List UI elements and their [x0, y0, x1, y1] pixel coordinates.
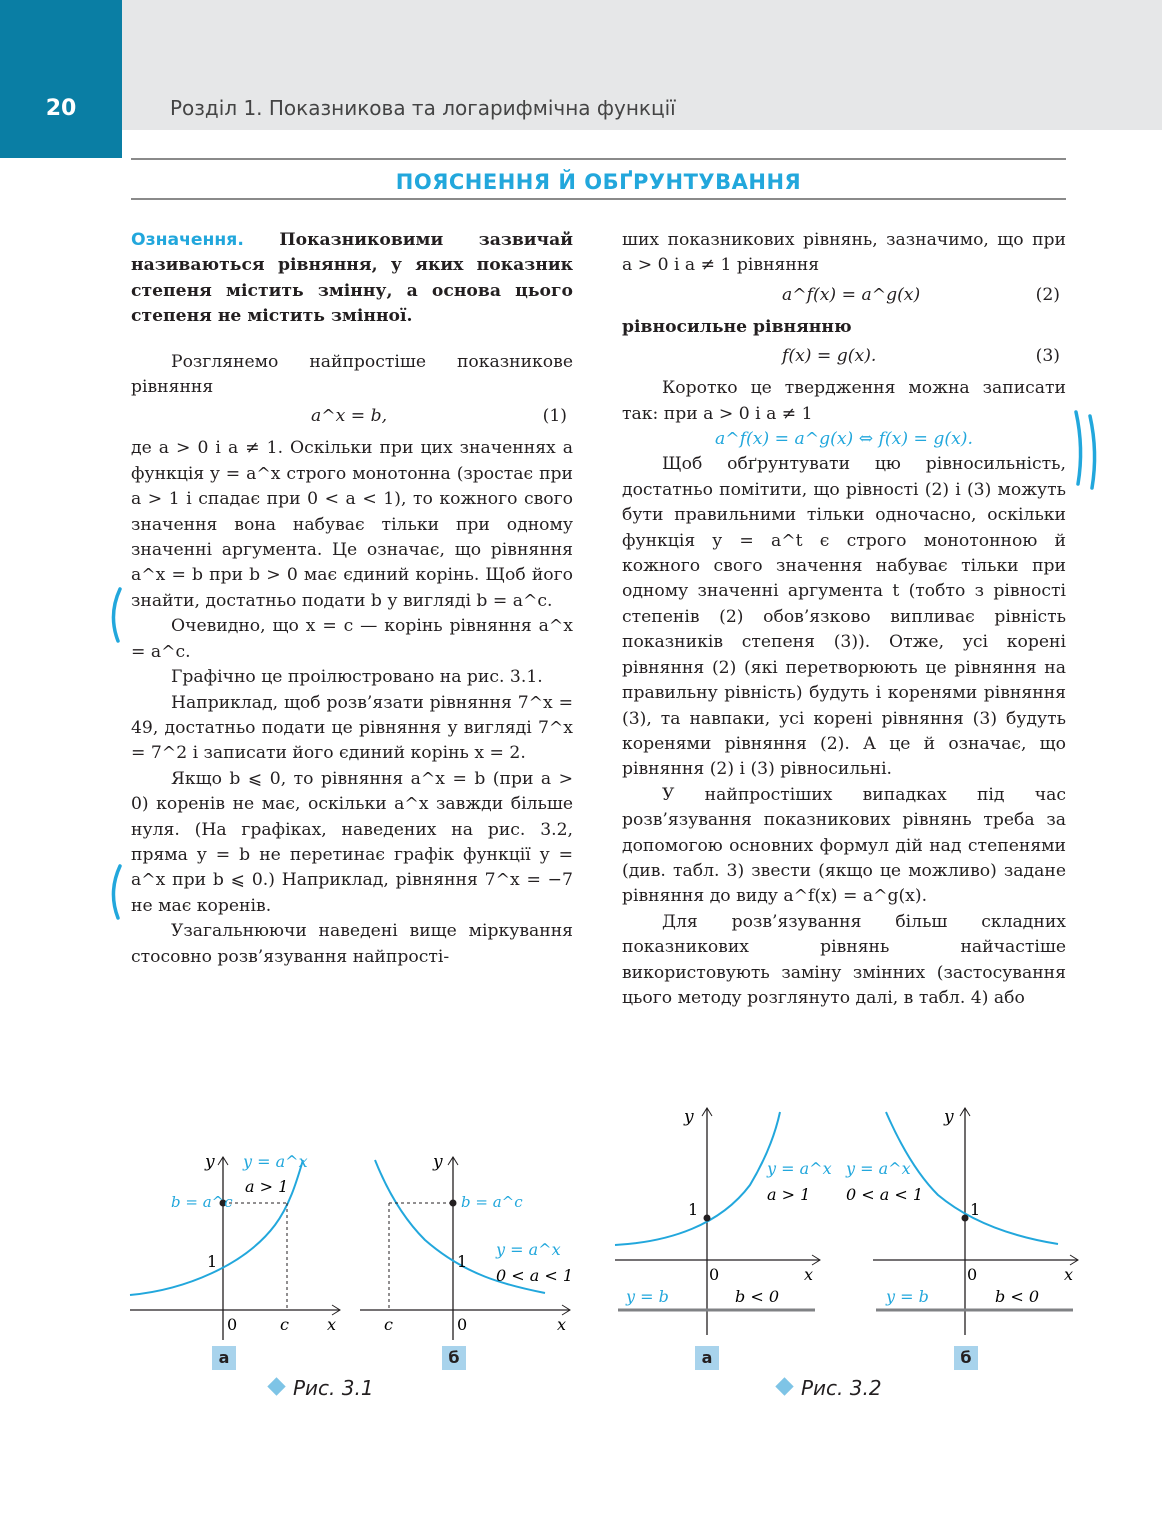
x-label: x — [804, 1265, 814, 1284]
equation-2-number: (2) — [1035, 284, 1060, 305]
figure-3-1b — [355, 1145, 580, 1345]
figure-label-a: а — [695, 1346, 719, 1370]
figure-label-b: б — [442, 1346, 466, 1370]
curve-label: y = a^x — [243, 1152, 308, 1171]
point — [704, 1215, 711, 1222]
paragraph: Для розв’язування більш складних показникових рівнянь найчастіше використовують заміну змінних (застосування цього методу розглянуто далі, в табл. 4) або — [622, 911, 1066, 1008]
paragraph: ших показникових рівнянь, зазначимо, що при a > 0 і a ≠ 1 рівняння — [622, 230, 1066, 276]
paragraph: Коротко це твердження можна записати так: при a > 0 і a ≠ 1 — [622, 378, 1066, 424]
y-label: y — [205, 1152, 215, 1172]
paragraph: де a > 0 і a ≠ 1. Оскільки при цих значеннях a функція y = a^x строго монотонна (зростає при a > 1 і спадає при 0 < a < 1), то кожного свого значення вона набуває тільки при одному значенні аргумента. Це означає, що рівняння a^x = b при b > 0 має єдиний корінь. Щоб його знайти, достатньо подати b у вигляді b = a^c. — [131, 438, 573, 611]
left-column — [131, 228, 573, 970]
curve-label: y = a^x — [846, 1159, 911, 1178]
c-label: c — [280, 1315, 289, 1334]
chapter-title: Розділ 1. Показникова та логарифмічна функції — [170, 96, 676, 120]
zero-label: 0 — [457, 1315, 468, 1334]
c-label: c — [384, 1315, 393, 1334]
paragraph: Якщо b ⩽ 0, то рівняння a^x = b (при a > 0) коренів не має, оскільки a^x завжди більше нуля. (На графіках, наведених на рис. 3.2, пряма y = b не перетинає графік функції y = a^x при b ⩽ 0.) Наприклад, рівняння 7^x = −7 не має коренів. — [131, 768, 573, 916]
right-column — [622, 228, 1066, 1011]
y-eq-b-label: y = b — [886, 1287, 929, 1306]
exp-curve — [886, 1112, 1058, 1244]
page-number-tab — [0, 0, 122, 158]
margin-double-mark — [1070, 408, 1104, 488]
paragraph: Графічно це проілюстровано на рис. 3.1. — [171, 667, 543, 688]
one-label: 1 — [688, 1200, 699, 1219]
y-label: y — [433, 1152, 443, 1172]
x-label: x — [557, 1315, 567, 1334]
top-rule — [131, 158, 1066, 160]
x-label: x — [327, 1315, 337, 1334]
y-label: y — [944, 1107, 954, 1127]
condition-label: a > 1 — [245, 1177, 289, 1196]
page-number: 20 — [45, 96, 77, 121]
definition-term: Означення. — [131, 230, 244, 250]
figure-3-1a — [125, 1145, 350, 1345]
margin-bracket-mark — [104, 862, 126, 922]
paragraph: Щоб обґрунтувати цю рівносильність, достатньо помітити, що рівності (2) і (3) можуть бути правильними тільки одночасно, оскільки функція y = a^t є строго монотонною й кожного свого значення набуває тільки при одному значенні аргумента t (тобто з рівності степенів (2) обов’язково випливає рівність показників степеня (3)). Отже, усі корені рівняння (2) (які перетворюють це рівняння на правильну рівність) будуть і коренями рівняння (3), та навпаки, усі корені рівняння (3) будуть коренями рівняння (2). А це й означає, що рівняння (2) і (3) рівносильні. — [622, 454, 1066, 780]
section-title: ПОЯСНЕННЯ Й ОБҐРУНТУВАННЯ — [395, 170, 802, 194]
b-label: b = a^c — [461, 1193, 523, 1211]
zero-label: 0 — [227, 1315, 238, 1334]
caption-text: Рис. 3.1 — [293, 1376, 374, 1400]
equation-2 — [622, 279, 1066, 315]
equation-2-formula: a^f(x) = a^g(x) — [782, 284, 921, 305]
figure-label-a: а — [212, 1346, 236, 1370]
paragraph: Наприклад, щоб розв’язати рівняння 7^x = 49, достатньо подати це рівняння у вигляді 7^x = 7^2 і записати його єдиний корінь x = 2. — [131, 692, 573, 764]
paragraph: Узагальнюючи наведені вище міркування стосовно розв’язування найпрості- — [131, 921, 573, 967]
equation-3 — [622, 340, 1066, 376]
y-eq-b-label: y = b — [626, 1287, 669, 1306]
one-label: 1 — [970, 1200, 981, 1219]
figure-label-b: б — [954, 1346, 978, 1370]
equation-1 — [131, 400, 573, 436]
point — [962, 1215, 969, 1222]
b-lt-0-label: b < 0 — [735, 1287, 779, 1306]
condition-label: 0 < a < 1 — [846, 1185, 924, 1204]
definition — [131, 228, 573, 330]
b-label: b = a^c — [171, 1193, 233, 1211]
figure-3-1-caption — [270, 1376, 374, 1400]
equation-3-number: (3) — [1035, 346, 1060, 367]
curve-label: y = a^x — [496, 1240, 561, 1259]
figure-3-2-caption — [778, 1376, 882, 1400]
exp-curve — [615, 1112, 780, 1245]
y-label: y — [684, 1107, 694, 1127]
b-lt-0-label: b < 0 — [995, 1287, 1039, 1306]
paragraph: Очевидно, що x = c — корінь рівняння a^x = a^c. — [131, 616, 573, 662]
condition-label: a > 1 — [767, 1185, 811, 1204]
one-label: 1 — [457, 1252, 468, 1271]
zero-label: 0 — [967, 1265, 978, 1284]
bottom-rule — [131, 198, 1066, 200]
x-label: x — [1064, 1265, 1074, 1284]
paragraph: Розглянемо найпростіше показникове рівняння — [131, 351, 573, 398]
paragraph: У найпростіших випадках під час розв’язування показникових рівнянь треба за допомогою основних формул дій над степенями (див. табл. 3) звести (якщо це можливо) задане рівняння до виду a^f(x) = a^g(x). — [622, 784, 1066, 907]
caption-text: Рис. 3.2 — [801, 1376, 882, 1400]
diamond-icon — [775, 1377, 793, 1395]
equation-3-formula: f(x) = g(x). — [782, 346, 877, 367]
one-label: 1 — [207, 1252, 218, 1271]
zero-label: 0 — [709, 1265, 720, 1284]
margin-bracket-mark — [104, 585, 126, 645]
figure-3-2b — [846, 1100, 1088, 1335]
diamond-icon — [267, 1377, 285, 1395]
figure-3-2a — [610, 1100, 830, 1335]
curve-label: y = a^x — [767, 1159, 832, 1178]
equation-1-formula: a^x = b, — [311, 406, 388, 427]
definition-text: Показниковими зазвичай називаються рівняння, у яких показник степеня містить змінну, а основа цього степеня не містить змінної. — [131, 230, 574, 327]
paragraph: рівносильне рівнянню — [622, 316, 852, 337]
condition-label: 0 < a < 1 — [496, 1266, 574, 1285]
equivalence-formula: a^f(x) = a^g(x) ⇔ f(x) = g(x). — [715, 429, 973, 450]
equation-1-number: (1) — [542, 406, 567, 427]
point — [450, 1200, 457, 1207]
